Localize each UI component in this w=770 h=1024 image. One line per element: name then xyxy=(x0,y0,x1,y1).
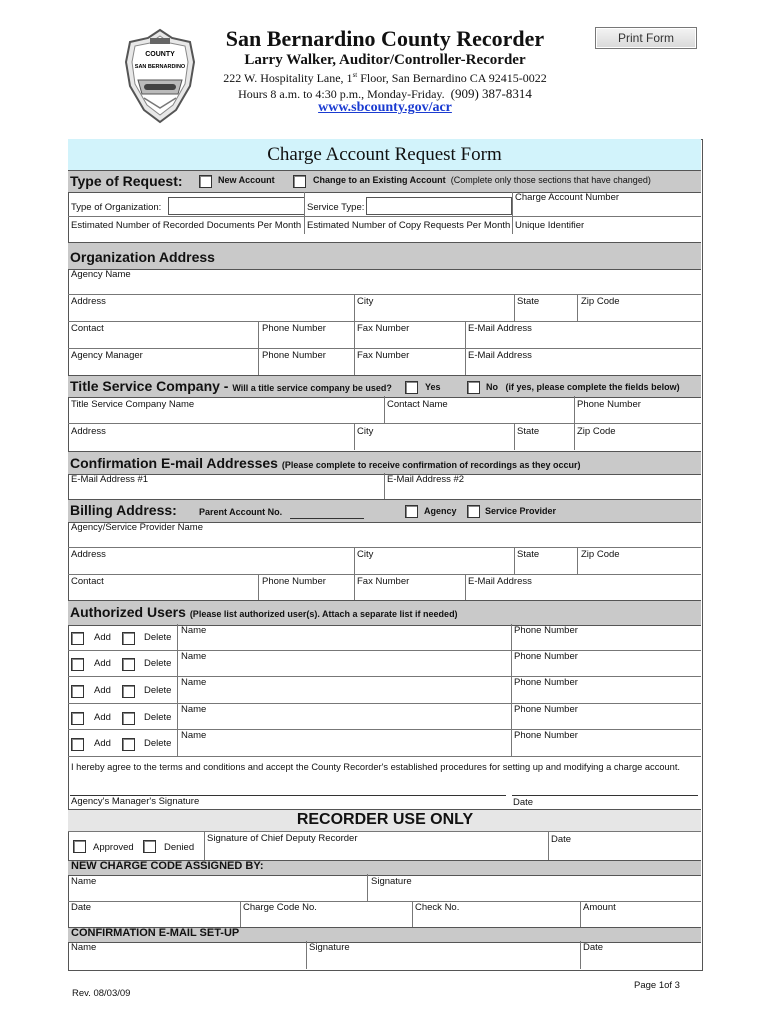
type-of-org-label: Type of Organization: xyxy=(71,202,162,213)
est-recorded-label: Estimated Number of Recorded Documents Per Month xyxy=(71,220,302,231)
assigned-name-label: Name xyxy=(71,876,97,887)
billing-fax-label: Fax Number xyxy=(357,576,410,587)
setup-date-label: Date xyxy=(583,942,604,953)
delete-user-checkbox[interactable] xyxy=(122,658,135,671)
user-name-label: Name xyxy=(181,651,207,662)
page-number: Page 1of 3 xyxy=(634,980,680,991)
parent-account-field[interactable] xyxy=(290,518,364,519)
user-phone-label: Phone Number xyxy=(514,677,578,688)
charge-account-number-label: Charge Account Number xyxy=(515,192,620,203)
chief-signature-label: Signature of Chief Deputy Recorder xyxy=(207,833,358,844)
agreement-date-field[interactable] xyxy=(512,795,698,796)
check-no-label: Check No. xyxy=(415,902,460,913)
billing-city-label: City xyxy=(357,549,374,560)
title-yes-checkbox[interactable] xyxy=(405,381,418,394)
recorder-use-heading: RECORDER USE ONLY xyxy=(296,811,474,828)
charge-code-label: Charge Code No. xyxy=(243,902,317,913)
user-name-label: Name xyxy=(181,677,207,688)
chief-date-label: Date xyxy=(551,834,572,845)
add-user-checkbox[interactable] xyxy=(71,685,84,698)
office-address: 222 W. Hospitality Lane, 1st Floor, San Bernardino CA 92415-0022 xyxy=(223,71,547,85)
service-type-label: Service Type: xyxy=(307,202,365,213)
denied-label: Denied xyxy=(164,842,195,853)
print-form-button[interactable]: Print Form xyxy=(595,27,697,49)
manager-signature-label: Agency's Manager's Signature xyxy=(71,796,200,807)
assigned-signature-label: Signature xyxy=(371,876,412,887)
delete-user-checkbox[interactable] xyxy=(122,632,135,645)
approved-checkbox[interactable] xyxy=(73,840,86,853)
list-item xyxy=(68,703,701,730)
title-contact-name-label: Contact Name xyxy=(387,399,448,410)
delete-user-checkbox[interactable] xyxy=(122,738,135,751)
billing-address-label: Address xyxy=(71,549,106,560)
agreement-date-label: Date xyxy=(513,797,534,808)
manager-email-label: E-Mail Address xyxy=(468,350,532,361)
service-provider-label: Service Provider xyxy=(485,506,557,516)
website-link[interactable]: www.sbcounty.gov/acr xyxy=(318,100,452,115)
title-phone-label: Phone Number xyxy=(577,399,641,410)
new-account-checkbox[interactable] xyxy=(199,175,212,188)
user-name-label: Name xyxy=(181,625,207,636)
user-name-label: Name xyxy=(181,704,207,715)
user-phone-label: Phone Number xyxy=(514,730,578,741)
manager-phone-label: Phone Number xyxy=(262,350,326,361)
billing-email-label: E-Mail Address xyxy=(468,576,532,587)
delete-label: Delete xyxy=(144,632,172,643)
manager-fax-label: Fax Number xyxy=(357,350,410,361)
list-item xyxy=(68,650,701,677)
title-no-label: No (if yes, please complete the fields below) xyxy=(486,382,680,392)
revision-label: Rev. 08/03/09 xyxy=(72,988,131,999)
agency-sp-name-label: Agency/Service Provider Name xyxy=(71,522,203,533)
form-title: Charge Account Request Form xyxy=(68,139,701,171)
user-name-label: Name xyxy=(181,730,207,741)
setup-signature-label: Signature xyxy=(309,942,350,953)
title-city-label: City xyxy=(357,426,374,437)
confirmation-email-heading: Confirmation E-mail Addresses (Please complete to receive confirmation of recordings as they occur) xyxy=(70,455,581,471)
delete-label: Delete xyxy=(144,738,172,749)
page-title: San Bernardino County Recorder xyxy=(225,26,545,51)
org-city-label: City xyxy=(357,296,374,307)
user-phone-label: Phone Number xyxy=(514,651,578,662)
org-zip-label: Zip Code xyxy=(581,296,620,307)
add-user-checkbox[interactable] xyxy=(71,738,84,751)
add-label: Add xyxy=(94,738,111,749)
billing-agency-label: Agency xyxy=(424,506,457,516)
authorized-users-heading: Authorized Users (Please list authorized user(s). Attach a separate list if needed) xyxy=(70,604,458,620)
user-phone-label: Phone Number xyxy=(514,704,578,715)
approved-label: Approved xyxy=(93,842,134,853)
add-user-checkbox[interactable] xyxy=(71,632,84,645)
recorder-subtitle: Larry Walker, Auditor/Controller-Recorder xyxy=(244,52,526,68)
delete-label: Delete xyxy=(144,712,172,723)
title-yes-label: Yes xyxy=(425,382,441,392)
svg-text:SAN BERNARDINO: SAN BERNARDINO xyxy=(134,64,186,70)
change-existing-label: Change to an Existing Account (Complete only those sections that have changed) xyxy=(313,175,651,185)
billing-state-label: State xyxy=(517,549,540,560)
add-user-checkbox[interactable] xyxy=(71,712,84,725)
org-address-heading: Organization Address xyxy=(70,249,215,265)
delete-label: Delete xyxy=(144,658,172,669)
svg-text:COUNTY: COUNTY xyxy=(145,51,175,58)
type-of-org-field[interactable] xyxy=(168,197,305,215)
amount-label: Amount xyxy=(583,902,616,913)
add-label: Add xyxy=(94,712,111,723)
org-state-label: State xyxy=(517,296,540,307)
title-address-label: Address xyxy=(71,426,106,437)
list-item xyxy=(68,676,701,703)
authorized-users-list xyxy=(68,624,701,757)
assigned-date-label: Date xyxy=(71,902,92,913)
title-no-checkbox[interactable] xyxy=(467,381,480,394)
new-account-label: New Account xyxy=(218,175,275,185)
user-phone-label: Phone Number xyxy=(514,625,578,636)
delete-label: Delete xyxy=(144,685,172,696)
service-type-field[interactable] xyxy=(366,197,512,215)
agreement-text: I hereby agree to the terms and conditions and accept the County Recorder's established procedures for setting up and modifying a charge account. xyxy=(71,762,681,772)
list-item xyxy=(68,624,701,651)
add-label: Add xyxy=(94,658,111,669)
title-co-name-label: Title Service Company Name xyxy=(71,399,195,410)
confirm-email2-label: E-Mail Address #2 xyxy=(387,474,465,485)
title-state-label: State xyxy=(517,426,540,437)
new-code-heading: NEW CHARGE CODE ASSIGNED BY: xyxy=(71,860,264,872)
setup-name-label: Name xyxy=(71,942,97,953)
title-service-heading: Title Service Company - Will a title service company be used? xyxy=(70,378,392,394)
change-existing-checkbox[interactable] xyxy=(293,175,306,188)
agency-name-label: Agency Name xyxy=(71,269,131,280)
office-hours: Hours 8 a.m. to 4:30 p.m., Monday-Friday. (909) 387-8314 xyxy=(238,86,532,101)
org-address-label: Address xyxy=(71,296,106,307)
confirm-email1-label: E-Mail Address #1 xyxy=(71,474,149,485)
service-provider-checkbox[interactable] xyxy=(467,505,480,518)
list-item xyxy=(68,729,701,756)
billing-contact-label: Contact xyxy=(71,576,104,587)
delete-user-checkbox[interactable] xyxy=(122,712,135,725)
add-label: Add xyxy=(94,632,111,643)
title-zip-label: Zip Code xyxy=(577,426,616,437)
billing-zip-label: Zip Code xyxy=(581,549,620,560)
email-setup-heading: CONFIRMATION E-MAIL SET-UP xyxy=(71,927,240,939)
denied-checkbox[interactable] xyxy=(143,840,156,853)
billing-phone-label: Phone Number xyxy=(262,576,326,587)
parent-account-label: Parent Account No. xyxy=(199,507,283,517)
billing-address-heading: Billing Address: xyxy=(70,502,177,518)
add-label: Add xyxy=(94,685,111,696)
est-copy-label: Estimated Number of Copy Requests Per Month xyxy=(307,220,511,231)
billing-agency-checkbox[interactable] xyxy=(405,505,418,518)
agency-manager-label: Agency Manager xyxy=(71,350,143,361)
type-of-request-heading: Type of Request: xyxy=(70,173,183,189)
add-user-checkbox[interactable] xyxy=(71,658,84,671)
org-fax-label: Fax Number xyxy=(357,323,410,334)
delete-user-checkbox[interactable] xyxy=(122,685,135,698)
org-phone-label: Phone Number xyxy=(262,323,326,334)
org-contact-label: Contact xyxy=(71,323,104,334)
org-email-label: E-Mail Address xyxy=(468,323,532,334)
unique-identifier-label: Unique Identifier xyxy=(515,220,585,231)
